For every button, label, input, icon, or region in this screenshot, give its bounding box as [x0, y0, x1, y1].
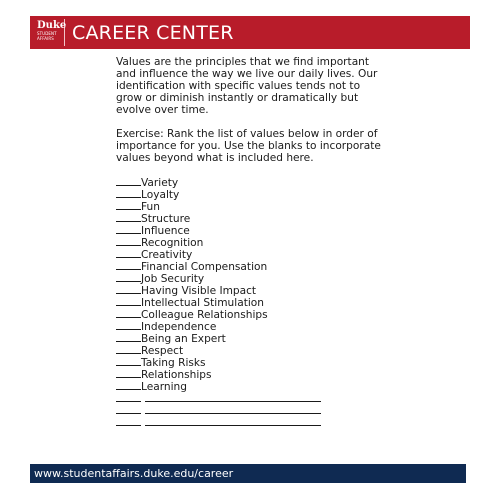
logo-subtitle-line-2: AFFAIRS	[37, 36, 54, 41]
custom-value-blank[interactable]	[145, 404, 321, 414]
value-item	[116, 212, 386, 224]
worksheet-content	[116, 56, 386, 428]
value-item	[116, 320, 386, 332]
value-label: Job Security	[141, 273, 205, 285]
custom-value-row	[116, 404, 386, 416]
exercise-instructions: Exercise: Rank the list of values below in order of importance for you. Use the blanks to incorporate values beyond what is included here.	[116, 128, 381, 164]
page-title: CAREER CENTER	[72, 22, 234, 44]
rank-blank[interactable]	[116, 416, 141, 426]
rank-blank[interactable]	[116, 344, 141, 354]
custom-value-row	[116, 392, 386, 404]
value-label: Financial Compensation	[141, 261, 268, 273]
value-label: Fun	[141, 201, 160, 213]
rank-blank[interactable]	[116, 392, 141, 402]
custom-value-blank[interactable]	[145, 392, 321, 402]
value-label: Taking Risks	[141, 357, 206, 369]
value-item	[116, 188, 386, 200]
value-item	[116, 368, 386, 380]
value-label: Having Visible Impact	[141, 285, 257, 297]
value-label: Respect	[141, 345, 184, 357]
value-label: Influence	[141, 225, 190, 237]
value-item	[116, 260, 386, 272]
rank-blank[interactable]	[116, 368, 141, 378]
rank-blank[interactable]	[116, 212, 141, 222]
value-item	[116, 236, 386, 248]
value-item	[116, 272, 386, 284]
value-label: Recognition	[141, 237, 204, 249]
value-item	[116, 224, 386, 236]
rank-blank[interactable]	[116, 200, 141, 210]
footer-url[interactable]: www.studentaffairs.duke.edu/career	[34, 467, 234, 480]
logo-subtitle	[37, 31, 57, 41]
rank-blank[interactable]	[116, 404, 141, 414]
value-item	[116, 176, 386, 188]
value-label: Variety	[141, 177, 179, 189]
rank-blank[interactable]	[116, 188, 141, 198]
value-item	[116, 332, 386, 344]
value-label: Learning	[141, 381, 187, 393]
value-label: Intellectual Stimulation	[141, 297, 264, 309]
values-list	[116, 176, 386, 428]
custom-value-row	[116, 416, 386, 428]
value-label: Being an Expert	[141, 333, 226, 345]
rank-blank[interactable]	[116, 380, 141, 390]
value-item	[116, 380, 386, 392]
rank-blank[interactable]	[116, 236, 141, 246]
rank-blank[interactable]	[116, 176, 141, 186]
rank-blank[interactable]	[116, 296, 141, 306]
logo-word: Duke	[37, 20, 67, 31]
footer-bar	[30, 464, 466, 483]
value-item	[116, 248, 386, 260]
rank-blank[interactable]	[116, 356, 141, 366]
rank-blank[interactable]	[116, 224, 141, 234]
rank-blank[interactable]	[116, 248, 141, 258]
value-item	[116, 200, 386, 212]
custom-value-blank[interactable]	[145, 416, 321, 426]
value-label: Colleague Relationships	[141, 309, 268, 321]
value-item	[116, 284, 386, 296]
rank-blank[interactable]	[116, 284, 141, 294]
value-label: Loyalty	[141, 189, 180, 201]
header-bar	[30, 16, 470, 49]
value-item	[116, 296, 386, 308]
value-item	[116, 356, 386, 368]
rank-blank[interactable]	[116, 332, 141, 342]
rank-blank[interactable]	[116, 260, 141, 270]
rank-blank[interactable]	[116, 308, 141, 318]
value-label: Structure	[141, 213, 191, 225]
value-item	[116, 308, 386, 320]
value-label: Independence	[141, 321, 217, 333]
value-item	[116, 344, 386, 356]
duke-student-affairs-logo	[36, 19, 65, 46]
logo-subtitle-line-1: STUDENT	[37, 31, 57, 36]
rank-blank[interactable]	[116, 320, 141, 330]
value-label: Relationships	[141, 369, 212, 381]
intro-paragraph: Values are the principles that we find important and influence the way we live our daily lives. Our identification with specific values tends not to grow or diminish instantly or dramatically but evolve over time.	[116, 56, 378, 116]
value-label: Creativity	[141, 249, 193, 261]
rank-blank[interactable]	[116, 272, 141, 282]
